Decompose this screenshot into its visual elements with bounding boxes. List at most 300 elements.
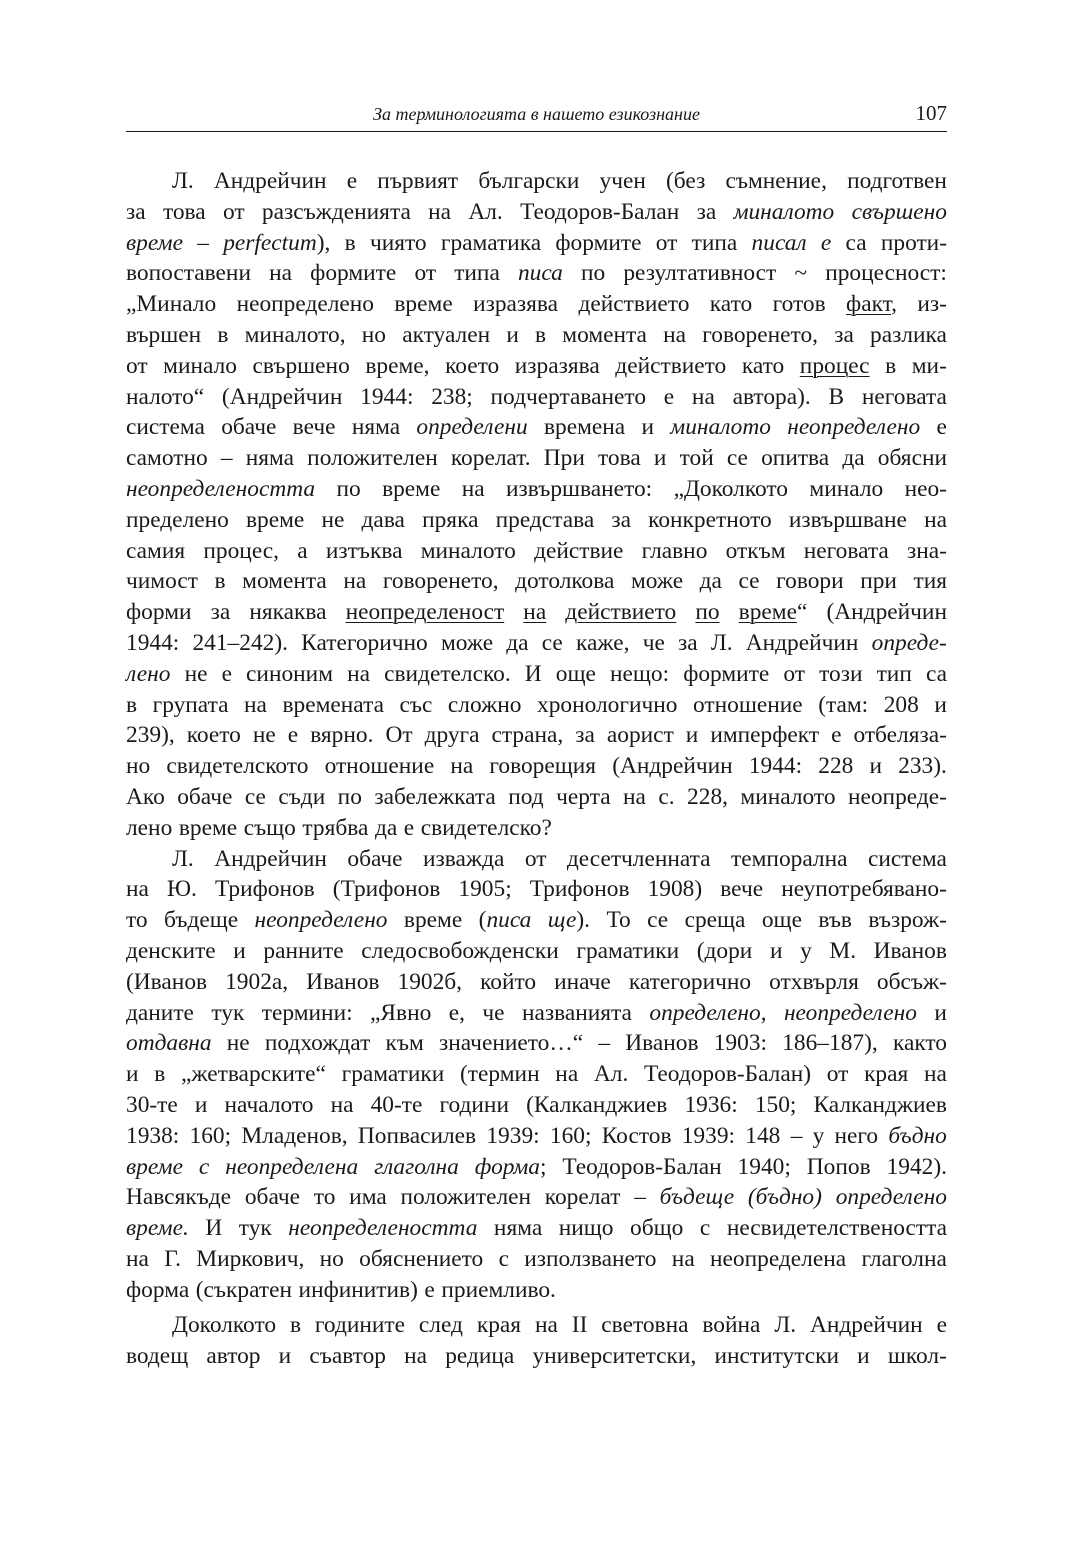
word: автора).: [732, 383, 811, 410]
word: като: [709, 291, 753, 318]
word: неопределено: [787, 414, 921, 441]
word: „жетварските“: [180, 1061, 326, 1088]
word: конкретното: [648, 506, 772, 533]
word: което: [186, 722, 241, 749]
word: ~: [794, 260, 808, 287]
word: Андрейчин: [809, 1312, 923, 1339]
text-line: [126, 1275, 947, 1306]
text-line: [126, 751, 947, 782]
word: Калканджиев: [813, 1091, 947, 1118]
word: процес,: [203, 537, 280, 564]
word: лено: [126, 660, 171, 687]
word: При: [543, 445, 585, 472]
word: нещо:: [609, 660, 670, 687]
word: и: [278, 1343, 292, 1370]
word: учен: [599, 168, 646, 194]
word: (Трифонов: [332, 876, 441, 903]
word: първият: [377, 168, 459, 194]
word: също: [243, 814, 296, 841]
word: обаче: [347, 845, 403, 872]
word: действието: [615, 352, 727, 379]
word: годините: [314, 1312, 406, 1339]
word: към: [385, 1030, 424, 1057]
word: него: [834, 1122, 879, 1149]
word: вече: [292, 414, 336, 441]
word: общо: [630, 1215, 684, 1242]
word: Попвасилев: [357, 1122, 477, 1149]
word: от: [826, 1061, 849, 1088]
word: Попов: [806, 1153, 871, 1180]
word: бъдеще: [164, 907, 239, 934]
word: Теодоров-Балан: [520, 198, 680, 225]
text-line: [126, 228, 947, 259]
word: да: [842, 445, 865, 472]
word: по: [337, 783, 362, 810]
word: подхождат: [264, 1030, 371, 1057]
text-line: [126, 905, 947, 936]
word: II: [571, 1312, 588, 1339]
word: 40-те: [370, 1091, 423, 1118]
word: водещ: [126, 1343, 189, 1370]
word: за: [611, 506, 631, 533]
word: на: [450, 753, 474, 780]
word: той: [679, 445, 714, 472]
word: –: [197, 229, 209, 256]
word: 1905;: [458, 876, 512, 903]
word: 30-те: [126, 1091, 178, 1118]
word: с: [198, 1153, 210, 1180]
word: 238;: [431, 383, 473, 410]
text-line: [126, 874, 947, 905]
word: самотно: [126, 445, 208, 472]
word: десетчленната: [566, 845, 711, 872]
text-line: [126, 505, 947, 536]
word: времената: [282, 691, 384, 718]
word: време: [246, 506, 305, 533]
word: система: [126, 414, 205, 441]
text-line: [126, 412, 947, 443]
word: Доколкото: [172, 1312, 277, 1339]
word: след: [418, 1312, 463, 1339]
word: в: [217, 321, 229, 348]
word: групата: [152, 691, 229, 718]
word: бъдеще: [659, 1184, 735, 1211]
word: и: [641, 414, 654, 441]
word: 1939:: [486, 1122, 540, 1149]
word: нео-: [904, 475, 947, 502]
word: времена: [543, 414, 626, 441]
word: И: [205, 1215, 223, 1242]
word: това: [598, 445, 641, 472]
text-line: [126, 1182, 947, 1213]
word: положителен: [307, 445, 438, 472]
word: 1940;: [737, 1153, 791, 1180]
word: са: [845, 229, 867, 256]
word: от: [524, 845, 547, 872]
word: за: [678, 629, 698, 656]
word: синоним: [246, 660, 333, 687]
word: темпорална: [731, 845, 848, 872]
word: отношение: [693, 691, 803, 718]
page-number: 107: [915, 101, 947, 125]
word: Андрейчин: [213, 168, 327, 194]
text-line: [126, 844, 947, 875]
word: Иванов: [873, 937, 947, 964]
word: Андрейчин: [214, 845, 327, 872]
word: 233).: [898, 753, 947, 780]
word: тук: [211, 999, 245, 1026]
word: ранните: [263, 937, 344, 964]
word: ще).: [547, 907, 591, 934]
word: още: [761, 907, 802, 934]
word: че: [642, 629, 665, 656]
word: пределено: [126, 506, 229, 533]
word: изразява: [473, 291, 559, 318]
word: факт,: [846, 291, 897, 318]
word: денските: [126, 937, 216, 964]
word: чимост: [126, 568, 198, 595]
word: вярно.: [310, 722, 374, 749]
word: световна: [601, 1312, 689, 1339]
word: –: [634, 1184, 646, 1211]
word: действието: [578, 291, 690, 318]
word: тия: [913, 568, 947, 595]
word: положителен: [400, 1184, 532, 1211]
word: глаголна: [374, 1153, 459, 1180]
word: да: [506, 629, 529, 656]
word: пряка: [422, 506, 479, 533]
word: –: [790, 1122, 803, 1149]
word: на: [126, 1245, 149, 1272]
word: и: [869, 753, 883, 780]
word: лено: [126, 814, 173, 841]
text-line: [126, 1310, 947, 1341]
word: използването: [524, 1245, 657, 1272]
word: определено: [835, 1184, 947, 1211]
word: говоренето,: [382, 568, 499, 595]
word: се: [647, 907, 669, 934]
word: а: [297, 537, 308, 564]
word: (съкратен: [195, 1276, 292, 1303]
word: неопределена: [710, 1245, 847, 1272]
word: този: [819, 660, 863, 687]
word: обяснението: [359, 1245, 484, 1272]
word: Иванов: [306, 968, 380, 995]
text-line: [126, 382, 947, 413]
word: отдавна: [126, 1030, 212, 1057]
word: време: [382, 475, 441, 502]
word: (Иванов: [126, 968, 208, 995]
word: подчертаването: [490, 383, 647, 410]
word: в: [214, 568, 226, 595]
text-line: [126, 936, 947, 967]
word: корелат.: [450, 445, 531, 472]
word: имперфект: [710, 722, 820, 749]
word: 160;: [189, 1122, 232, 1149]
word: аорист: [606, 722, 674, 749]
word: –: [598, 1030, 611, 1057]
word: неопределеността: [126, 475, 316, 502]
word: глаголна: [861, 1245, 947, 1272]
text-line: [126, 320, 947, 351]
word: главно: [641, 537, 708, 564]
text-line: [126, 1244, 947, 1275]
word: (писа: [478, 907, 532, 934]
word: 241–242).: [192, 629, 288, 656]
word: се: [244, 783, 266, 810]
word: готов: [772, 291, 826, 318]
word: 148: [745, 1122, 781, 1149]
word: е: [221, 660, 232, 687]
word: Навсякъде: [126, 1184, 232, 1211]
word: (без: [666, 168, 706, 194]
word: неупотребявано-: [781, 876, 947, 903]
word: 1939:: [681, 1122, 736, 1149]
word: се: [541, 629, 563, 656]
word: Ал.: [468, 198, 503, 225]
word: неопределеност: [345, 599, 505, 626]
word: друга: [424, 722, 480, 749]
word: Трифонов: [214, 876, 315, 903]
word: в: [126, 691, 138, 718]
word: форма: [126, 1276, 190, 1303]
text-line: [126, 998, 947, 1029]
word: свършено: [252, 352, 350, 379]
text-line: [126, 289, 947, 320]
word: за: [210, 599, 231, 626]
word: в: [344, 229, 356, 256]
word: иначе: [554, 968, 611, 995]
word: 150;: [754, 1091, 797, 1118]
word: писал: [751, 229, 807, 256]
word: на: [671, 1245, 695, 1272]
text-line: [126, 1028, 947, 1059]
text-line: [126, 1059, 947, 1090]
word: на: [244, 691, 267, 718]
word: и: [769, 937, 783, 964]
word: извършването:: [506, 475, 653, 502]
word: и: [685, 722, 699, 749]
word: среща: [684, 907, 746, 934]
word: на: [461, 475, 485, 502]
word: инфинитив): [298, 1276, 418, 1303]
word: граматика: [440, 229, 542, 256]
word: автор: [206, 1343, 261, 1370]
word: минало: [809, 475, 884, 502]
word: на: [663, 321, 687, 348]
word: няма: [351, 414, 401, 441]
word: време,: [365, 352, 430, 379]
word: приемливо.: [441, 1276, 556, 1303]
word: у: [812, 1122, 825, 1149]
word: е: [403, 814, 415, 841]
word: формите: [683, 660, 770, 687]
word: при: [860, 568, 897, 595]
word: говори: [776, 568, 844, 595]
word: като: [741, 352, 785, 379]
word: обаче: [244, 1184, 301, 1211]
word: е: [287, 722, 299, 749]
word: неопределено: [254, 907, 388, 934]
word: вършен: [126, 321, 202, 348]
word: минало: [163, 352, 237, 379]
word: 239),: [126, 722, 175, 749]
word: под: [508, 783, 544, 810]
word: в: [289, 1312, 302, 1339]
word: на: [404, 1343, 428, 1370]
word: извършване: [788, 506, 907, 533]
running-title: За терминологията в нашето езикознание: [373, 104, 700, 124]
word: възрож-: [868, 907, 947, 934]
word: 1944:: [360, 383, 414, 410]
word: Ал.: [593, 1061, 629, 1088]
word: значението…“: [438, 1030, 584, 1057]
word: Категорично: [301, 629, 428, 656]
word: категорично: [628, 968, 752, 995]
word: време: [394, 291, 453, 318]
text-line: [126, 166, 947, 197]
word: и: [934, 999, 947, 1026]
word: неопределена: [225, 1153, 359, 1180]
word: е: [936, 414, 947, 441]
word: съавтор: [309, 1343, 386, 1370]
word: от: [414, 260, 437, 287]
word: за: [575, 722, 595, 749]
word: изтъква: [325, 537, 403, 564]
word: Теодоров-Балан: [562, 1153, 722, 1180]
word: формите: [555, 229, 642, 256]
word: неопределено: [783, 999, 917, 1026]
word: на: [428, 198, 452, 225]
word: миналото: [670, 414, 771, 441]
text-line: [126, 351, 947, 382]
word: „Минало: [126, 291, 217, 318]
word: Трифонов: [529, 876, 630, 903]
word: у: [800, 937, 812, 964]
word: „Явно: [370, 999, 432, 1026]
word: Миркович,: [196, 1245, 305, 1272]
word: на: [924, 506, 947, 533]
word: отхвърля: [769, 968, 859, 995]
word: резултативност: [623, 260, 777, 287]
word: определени: [416, 414, 528, 441]
word: хронологично: [537, 691, 678, 718]
word: черта: [556, 783, 611, 810]
word: разсъжденията: [261, 198, 411, 225]
word: Л.: [172, 845, 194, 872]
word: проти-: [880, 229, 947, 256]
word: 1908): [647, 876, 703, 903]
word: неопределено: [236, 291, 374, 318]
word: от: [222, 198, 245, 225]
word: говорещия: [489, 753, 597, 780]
word: Младенов,: [241, 1122, 348, 1149]
word: съди: [278, 783, 326, 810]
word: от: [783, 660, 806, 687]
word: което: [445, 352, 500, 379]
word: представа: [495, 506, 595, 533]
word: подготвен: [847, 168, 947, 194]
word: края: [864, 1061, 909, 1088]
word: е: [663, 383, 675, 410]
word: да: [374, 814, 398, 841]
text-line: [126, 720, 947, 751]
word: формите: [310, 260, 397, 287]
word: български: [478, 168, 580, 194]
word: 1902б,: [397, 968, 463, 995]
word: (Калканджиев: [526, 1091, 668, 1118]
word: От: [385, 722, 413, 749]
word: свидетелско.: [384, 660, 511, 687]
word: дава: [361, 506, 405, 533]
running-header: [126, 100, 947, 132]
text-line: [126, 628, 947, 659]
word: 1936:: [684, 1091, 738, 1118]
word: който: [480, 968, 537, 995]
word: Ю.: [167, 876, 197, 903]
word: процесност:: [825, 260, 947, 287]
word: това: [162, 198, 206, 225]
word: е: [346, 168, 358, 194]
text-line: [126, 197, 947, 228]
word: изразява: [514, 352, 600, 379]
word: типа: [454, 260, 500, 287]
word: Л.: [710, 629, 733, 656]
word: форма;: [474, 1153, 547, 1180]
word: граматики: [341, 1061, 445, 1088]
word: не: [252, 722, 276, 749]
word: за: [126, 198, 146, 225]
word: по: [336, 475, 361, 502]
word: Андрейчин: [745, 629, 859, 656]
word: не: [184, 660, 208, 687]
word: и: [506, 321, 519, 348]
word: Г.: [164, 1245, 181, 1272]
word: момента: [562, 321, 647, 348]
word: война: [702, 1312, 761, 1339]
word: е: [424, 1276, 435, 1303]
word: вече: [720, 876, 764, 903]
text-line: [126, 1121, 947, 1152]
word: опреде-: [871, 629, 947, 656]
word: дотолкова: [515, 568, 615, 595]
word: –: [220, 445, 233, 472]
word: неговата: [861, 383, 947, 410]
word: се: [738, 568, 760, 595]
word: и: [857, 1343, 870, 1370]
text-line: [126, 967, 947, 998]
word: не: [321, 506, 345, 533]
word: актуален: [402, 321, 491, 348]
word: 1944:: [126, 629, 180, 656]
word: но: [126, 753, 151, 780]
word: време“: [738, 599, 808, 626]
word: чиято: [369, 229, 427, 256]
word: нищо: [558, 1215, 614, 1242]
text-line: [126, 1341, 947, 1372]
word: в: [535, 321, 547, 348]
word: и: [934, 691, 947, 718]
word: Костов: [601, 1122, 672, 1149]
word: и: [653, 445, 667, 472]
word: каже,: [576, 629, 630, 656]
word: школ-: [887, 1343, 947, 1370]
word: началото: [224, 1091, 314, 1118]
text-line: [126, 474, 947, 505]
word: края: [476, 1312, 522, 1339]
word: институтски: [714, 1343, 839, 1370]
word: във: [818, 907, 852, 934]
